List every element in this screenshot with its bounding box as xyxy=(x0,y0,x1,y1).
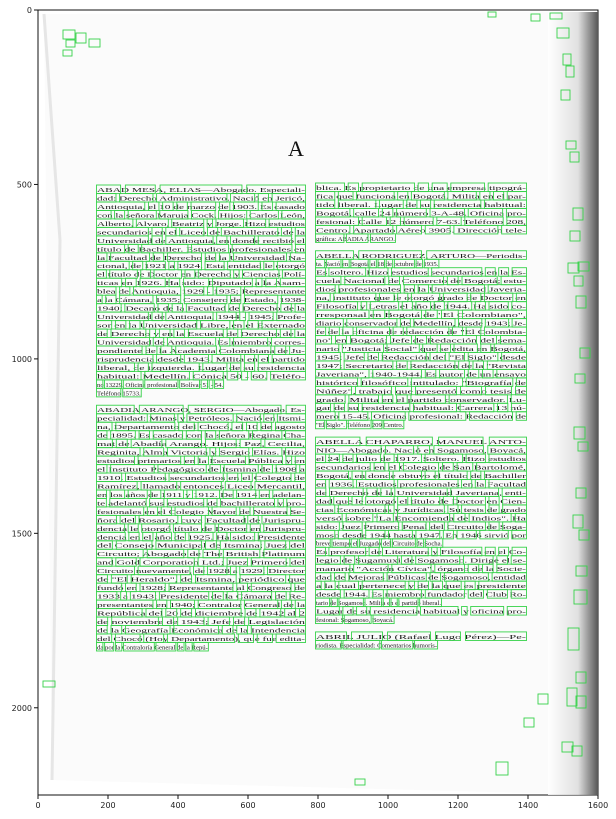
y-tick-label: 1500 xyxy=(11,529,32,539)
text-line: ABELLA CHAPARRO, MANUEL ANTO- xyxy=(316,439,526,447)
text-line: título de Bachiller. Estudios profesionales en xyxy=(97,246,307,254)
y-tick-label: 2000 xyxy=(11,703,32,713)
text-line: en 1936. Estudios profesionales en la Facultad xyxy=(316,481,528,489)
text-line: Lugar de su residencia habitual y oficina pro- xyxy=(316,608,526,616)
text-line: no" en Bogotá; Jefe de Redacción del sema- xyxy=(316,337,526,345)
text-line: del Chocó (Hoy Departamento), que fue edita- xyxy=(97,635,305,643)
text-line: mat de Abadía Arango. Hijos: Paz, Cecilia, xyxy=(97,441,306,449)
text-line: República del 20 de diciembre de 1942 al 2 xyxy=(97,610,305,618)
x-tick-label: 1400 xyxy=(517,801,539,810)
text-line: liberal, de izquierda. Lugar de su residencia xyxy=(97,364,306,372)
text-line: 1933 a 1943; Presidente de la Cámara de Re- xyxy=(97,593,305,601)
text-line: el Instituto Pedagógico de Itsmina de 1908 a xyxy=(97,466,306,474)
text-line: tario de Sogamoso. Milita en el partido liberal. xyxy=(316,600,442,608)
text-line: Filosofía y Letras el año de 1944. Ha sido co- xyxy=(316,303,526,311)
text-line: en los años de 1911 y 1912. De 1914 en adelan- xyxy=(97,491,305,499)
text-line: con la señora Maruja Cock. Hijos: Carlos León, xyxy=(97,212,306,220)
x-tick-label: 400 xyxy=(170,801,186,810)
text-line: fe de la oficina de redacción de "El Colombia- xyxy=(316,328,526,336)
x-tick-label: 200 xyxy=(100,801,116,810)
text-line: legio de Sugamuxi de Sogamoso. Dirige el se- xyxy=(316,557,526,565)
text-line: ta. Nació en Bogotá el 18 de octubre de 1935. xyxy=(316,261,439,269)
text-line: risprudencia desde 1943. Milita en el partido xyxy=(97,356,307,364)
text-line: da por la Contraloría General de la Repú- xyxy=(97,644,208,652)
text-line: Ramírez, llamado entonces Liceo Mercantil, xyxy=(97,483,306,491)
text-line: Centro. Apartado Aéreo 3905. Dirección tele- xyxy=(316,227,526,235)
text-line: de "El Heraldo", de Itsmina, periódico que xyxy=(97,576,306,584)
text-line: ABADIA ARANGO, SERGIO—Abogado. Es- xyxy=(97,407,305,415)
text-line: Antioquia, el 10 de marzo de 1903. Es casado xyxy=(97,203,307,211)
text-line: NIO—Abogado. Nació en Sogamoso, Boyacá, xyxy=(316,447,527,455)
text-line: versó sobre "La Encomienda de Indios". Ha xyxy=(316,515,527,523)
text-line: Universidad de Antioquia, 1944 - 1945; Profe- xyxy=(97,314,305,322)
text-line: Bogotá, calle 24 número 3-A-48. Oficina pro- xyxy=(316,210,526,218)
text-line: secundarios en el Colegio de San Bartolomé, xyxy=(316,464,527,472)
text-line: Circuito; Abogado de The British Platinum xyxy=(97,551,307,559)
text-line: gar de su residencia habitual: Carrera 13 nú- xyxy=(316,405,526,413)
text-line: fundó en 1928; Representante al Congreso de xyxy=(97,585,306,593)
text-line: de noviembre de 1943; Jefe de Legislación xyxy=(97,618,307,626)
y-tick-label: 500 xyxy=(16,180,32,190)
text-line: blea de Antioquia, 1929 - 1935; Representante xyxy=(97,288,306,296)
y-tick-label: 1000 xyxy=(11,354,32,364)
text-line: Es profesor de Literatura y Filosofía en el Co- xyxy=(316,549,526,557)
text-line: gráfica: ABADIA ARANGO. xyxy=(316,235,396,243)
text-line: estudios primarios en la Escuela Pública y en xyxy=(97,458,307,466)
text-line: rresponsal en Bogotá de "El Colombiano", xyxy=(316,312,527,320)
x-tick-label: 600 xyxy=(240,801,256,810)
text-line: a la cual pertenece y de la que es presidente xyxy=(316,583,527,591)
text-line: 1947; Secretario de Redacción de la "Revista xyxy=(316,362,527,370)
text-line: manario "Acción Cívica", órgano de la Socie- xyxy=(316,566,526,574)
text-line: 1910. Estudios secundarios en el Colegio de xyxy=(97,474,306,482)
text-line: nario "Justicia Social" que se edita en Bogotá, xyxy=(316,345,527,353)
text-line: del Consejo Municipal de Itsmina; Juez del xyxy=(97,542,306,550)
text-line: dios profesionales en la Universidad Javeria- xyxy=(316,286,526,294)
text-line: 1945; Jefe de Redacción del "El Siglo" desde xyxy=(316,354,527,362)
text-line: "El Siglo". Teléfono 209 Centro. xyxy=(316,422,404,430)
text-line: dencia en el año de 1925. Ha sido: Presidente xyxy=(97,534,306,542)
text-line: de la Geografía Económica de la Intendencia xyxy=(97,627,306,635)
text-line: blica. Es propietario de una empresa tipográ- xyxy=(316,185,526,192)
text-line: a la Cámara, 1935; Consejero de Estado, 1938- xyxy=(97,297,305,305)
text-line: el 24 de julio de 1917. Soltero. Hizo estudios xyxy=(316,456,527,464)
text-line: ABAD MESA, ELIAS—Abogado. Especiali- xyxy=(97,187,305,194)
text-line: riodista. Especialidad: Comentarios humorís- xyxy=(316,642,438,650)
text-line: na, instituto que le otorgó grado de Doctor en xyxy=(316,295,528,303)
text-line: la Facultad de Derecho de la Universidad Na- xyxy=(97,254,305,262)
text-line: presentantes en 1940; Contralor General de la xyxy=(97,602,306,610)
text-line: na, Departamento del Chocó, el 10 de agosto xyxy=(97,424,307,432)
text-line: histórico filosófico intitulado: "Biografía de xyxy=(316,379,527,387)
text-line: dad: Derecho Administrativo. Nació en Jericó, xyxy=(97,195,306,203)
text-line: Núñez", trabajo que presentó como tesis de xyxy=(316,388,527,396)
text-line: Universidad de Antioquia, en donde recibió el xyxy=(97,237,306,245)
x-tick-label: 1600 xyxy=(587,801,609,810)
text-line: no 13229. Oficina profesional: Bolívar 51 - 54. xyxy=(97,381,224,389)
text-line: ABRIL JULIO (Rafael Lugo Pérez)—Pe- xyxy=(316,633,526,641)
text-line: breve tiempo el Juzgado del Circuito de Socha. xyxy=(316,540,443,548)
text-line: fica que funciona en Bogotá. Milita en el par- xyxy=(316,193,526,201)
text-line: de Derecho y en la Escuela de Derecho de la xyxy=(97,330,306,338)
x-tick-label: 1000 xyxy=(377,801,399,810)
text-line: grado. Milita en el partido conservador. Lu- xyxy=(316,396,526,404)
text-line: habitual: Medellín. Cónica 50 - 60. Teléfo- xyxy=(97,373,305,381)
text-line: desde 1944. Es miembro fundador del Club Ro- xyxy=(316,591,526,599)
section-letter: A xyxy=(288,136,304,161)
text-line: dad que le otorgó el título de Doctor en Cien- xyxy=(316,498,526,506)
text-line: cional, de 1921 a 1924. Esta entidad le otorgó xyxy=(97,263,307,271)
x-tick-label: 800 xyxy=(310,801,326,810)
text-line: Javeriana", 1940-1944. Es autor de un ensayo xyxy=(316,371,528,379)
text-line: diario conservador de Medellín, desde 1943; Je- xyxy=(316,320,526,328)
text-line: pondiente de la Academia Colombiana de Ju- xyxy=(97,347,305,355)
text-line: ABELLA RODRIGUEZ, ARTURO—Periodis- xyxy=(316,252,526,260)
x-tick-label: 1200 xyxy=(447,801,469,810)
text-line: Teléfono 15733. xyxy=(97,390,142,398)
text-line: moso desde 1944 hasta 1947. En 1946 sirvió por xyxy=(316,532,528,540)
text-line: Bogotá, en donde obtuvo el título de Bachiller xyxy=(316,472,528,480)
text-line: fesionales en el Colegio Mayor de Nuestra Se- xyxy=(97,508,305,516)
text-line: de Derecho de la Universidad Javeriana, enti- xyxy=(316,489,526,497)
text-line: fesional: Calle 12 número 7-63. Teléfono 208, xyxy=(316,218,527,226)
text-line: sor en la Universidad Libre, en el Externado xyxy=(97,322,307,330)
text-line: Alberto, Alvaro, Beatriz y Jorge. Hizo estudios xyxy=(97,220,306,228)
y-tick-label: 0 xyxy=(26,6,32,15)
text-line: ñora del Rosario, cuya Facultad de Jurispru- xyxy=(97,517,305,525)
text-line: cias Económicas y Jurídicas. Su tesis de grado xyxy=(316,506,528,514)
text-line: dencia le otorgó título de Doctor en Jurispru- xyxy=(97,525,305,533)
text-line: mero 15-45. Oficina profesional: Redacción de xyxy=(316,413,527,421)
text-line: el título de Doctor en Derecho y Ciencias Polí- xyxy=(97,271,305,279)
text-line: ticas en 1926. Ha sido: Diputado a la Asam- xyxy=(97,280,305,288)
text-line: pecialidad: Minas y Petróleos. Nació en Itsmi- xyxy=(97,415,305,423)
text-line: te adelantó sus estudios de bachillerato y pro- xyxy=(97,500,305,508)
text-line: Circuito nuevamente, de 1928 a 1929; Director xyxy=(97,568,307,576)
text-line: tido liberal. Lugar de su residencia habitual: xyxy=(316,201,527,209)
text-line: dad de Mejoras Públicas de Sogamoso, entidad xyxy=(316,574,528,582)
text-line: de 1895. Es casado con la señora Regina Cha- xyxy=(97,432,305,440)
text-line: 1940; Decano de la Facultad de Derecho de la xyxy=(97,305,306,313)
text-line: cuela Nacional de Comercio de Bogotá; estu- xyxy=(316,278,526,286)
text-line: Es soltero. Hizo estudios secundarios en la Es- xyxy=(316,269,526,277)
text-line: fesional: Sogamoso, Boyacá. xyxy=(316,616,394,624)
text-line: sido: Juez Primero Penal del Circuito de Soga- xyxy=(316,523,526,531)
text-line: Universidad de Antioquia. Es miembro corres- xyxy=(97,339,305,347)
text-line: and Gold Corporation Ltd.; Juez Primero del xyxy=(97,559,306,567)
x-tick-label: 0 xyxy=(35,801,41,810)
text-line: secundarios en el Liceo de Bachillerato de la xyxy=(97,229,306,237)
text-line: Reginita, Alma Victoria y Sergio Elías. Hizo xyxy=(97,449,307,457)
